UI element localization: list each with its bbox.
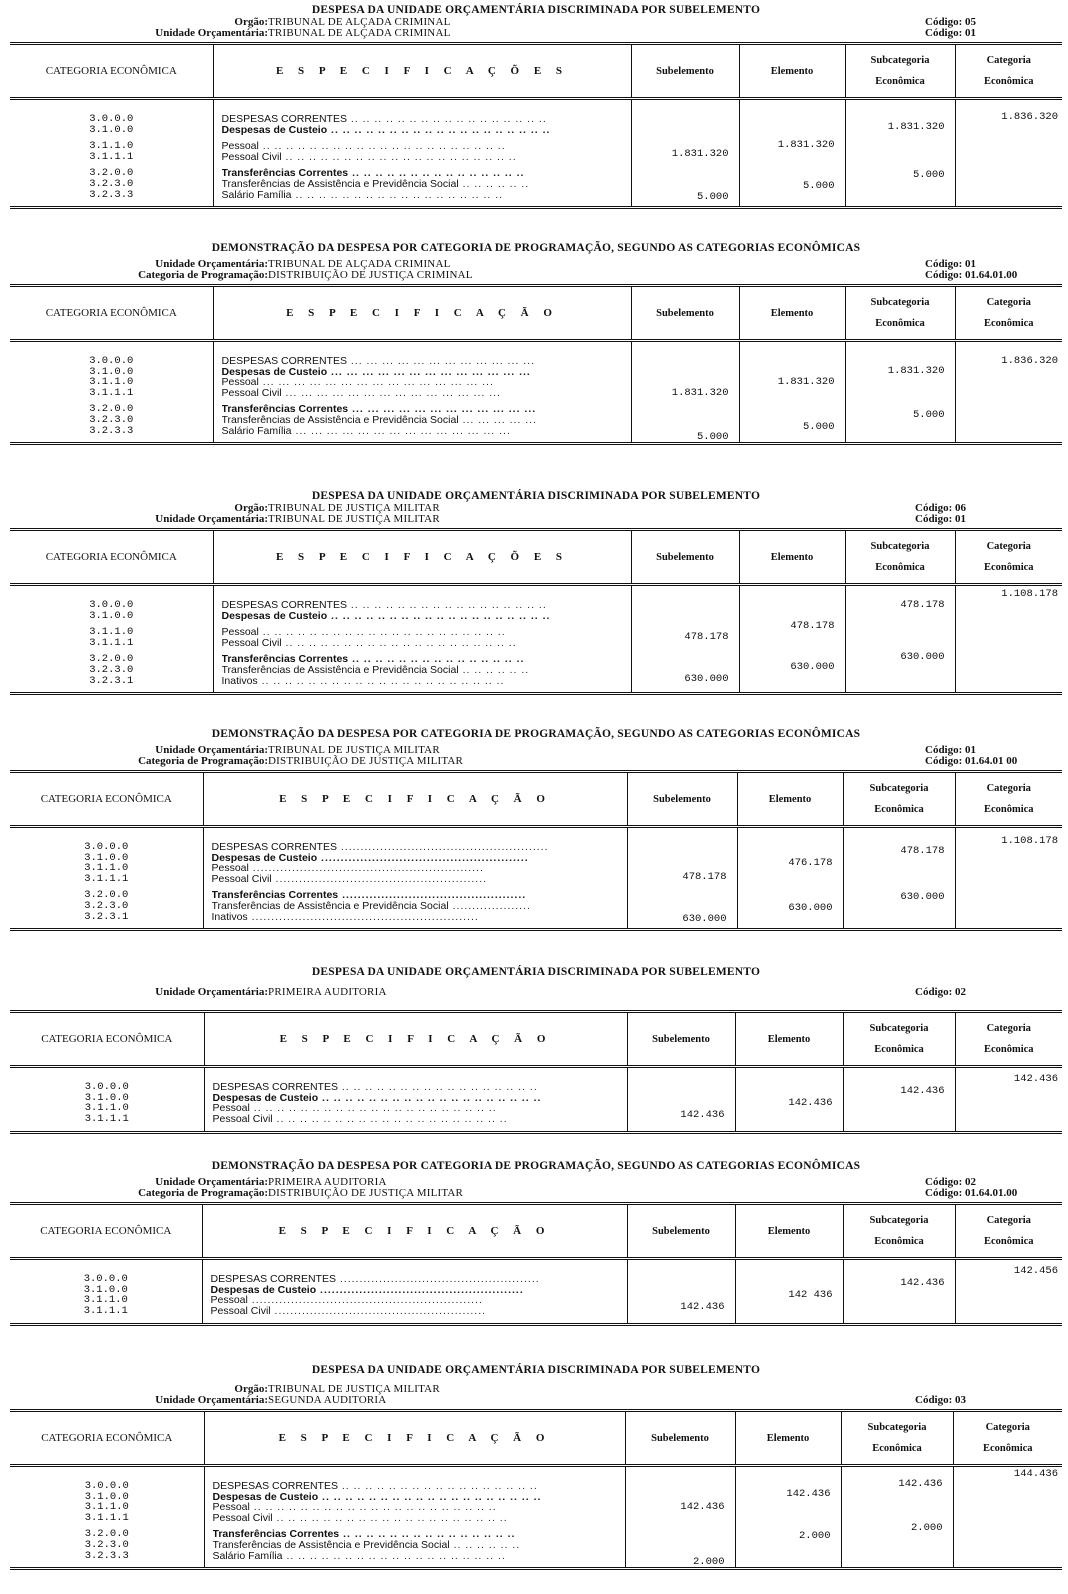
unidade-code: 01 (955, 513, 967, 525)
codes-cell: 3.0.0.0 3.1.0.0 3.1.1.0 3.1.1.1 3.2.0.0 3.2.3.0 3.2.3.3 (89, 114, 134, 201)
codigo-label: Código: (925, 16, 963, 28)
table-header-row (10, 530, 1062, 585)
unidade-code: 02 (955, 986, 967, 998)
unidade-value: TRIBUNAL DE JUSTIÇA MILITAR (268, 744, 440, 756)
col-subelemento: Subelemento (631, 286, 739, 341)
col-subcategoria: Subcategoria Econômica (843, 1012, 955, 1067)
table-header-row (10, 1411, 1062, 1466)
table-row (10, 1466, 1062, 1569)
subelemento-cell: 478.178 630.000 (627, 827, 737, 930)
table-row (10, 827, 1062, 930)
budget-table (10, 770, 1062, 931)
section-title: DEMONSTRAÇÃO DA DESPESA POR CATEGORIA DE PROGRAMAÇÃO, SEGUNDO AS CATEGORIAS ECONÔMICAS (211, 728, 861, 740)
elemento-cell: 476.178 630.000 (737, 827, 843, 930)
section-header (10, 1160, 1062, 1199)
section-title: DESPESA DA UNIDADE ORÇAMENTÁRIA DISCRIMINADA POR SUBELEMENTO (311, 1364, 761, 1376)
codigo-label: Código: (915, 1394, 953, 1406)
unidade-value: PRIMEIRA AUDITORIA (268, 986, 387, 998)
budget-section (10, 1364, 1062, 1570)
categoria-cell: 1.836.320 (955, 99, 1062, 208)
table-header-row (10, 44, 1062, 99)
codigo-label: Código: (925, 1176, 963, 1188)
col-subelemento: Subelemento (627, 1012, 735, 1067)
col-categoria: Categoria Econômica (955, 1204, 1062, 1259)
elemento-cell: 1.831.320 5.000 (739, 341, 845, 444)
codigo-label: Código: (925, 1187, 963, 1199)
col-elemento: Elemento (735, 1411, 841, 1466)
categoria-cell: 144.436 (953, 1466, 1062, 1569)
programacao-value: DISTRIBUIÇÃO DE JUSTIÇA CRIMINAL (268, 269, 473, 281)
orgao-code: 05 (965, 16, 977, 28)
unidade-code: 01 (965, 258, 977, 270)
elemento-cell: 1.831.320 5.000 (739, 99, 845, 208)
unidade-label: Unidade Orçamentária: (155, 1394, 268, 1406)
col-categoria-economica: CATEGORIA ECONÔMICA (10, 772, 203, 827)
section-title: DEMONSTRAÇÃO DA DESPESA POR CATEGORIA DE PROGRAMAÇÃO, SEGUNDO AS CATEGORIAS ECONÔMICAS (211, 1160, 861, 1172)
unidade-label: Unidade Orçamentária: (155, 27, 268, 39)
categoria-cell: 1.108.178 (955, 827, 1062, 930)
section-header (10, 1364, 1062, 1406)
subcategoria-cell: 142.436 (843, 1259, 955, 1325)
subelemento-cell: 142.436 (627, 1259, 735, 1325)
orgao-value: TRIBUNAL DE JUSTIÇA MILITAR (268, 1383, 440, 1395)
subcategoria-cell: 478.178 630.000 (845, 585, 955, 694)
col-categoria: Categoria Econômica (955, 772, 1062, 827)
categoria-cell: 142.436 (955, 1067, 1062, 1133)
col-categoria: Categoria Econômica (953, 1411, 1062, 1466)
orgao-code: 06 (955, 502, 967, 514)
unidade-value: TRIBUNAL DE JUSTIÇA MILITAR (268, 513, 440, 525)
unidade-label: Unidade Orçamentária: (155, 258, 268, 270)
codigo-label: Código: (915, 513, 953, 525)
col-especificacoes: E S P E C I F I C A Ç Õ E S (213, 530, 631, 585)
unidade-code: 01 (965, 744, 977, 756)
budget-table (10, 528, 1062, 695)
codes-cell: 3.0.0.0 3.1.0.0 3.1.1.0 3.1.1.1 3.2.0.0 3.2.3.0 3.2.3.1 (89, 600, 134, 687)
section-header (10, 490, 1062, 525)
subcategoria-cell: 142.436 2.000 (841, 1466, 953, 1569)
unidade-value: TRIBUNAL DE ALÇADA CRIMINAL (268, 27, 451, 39)
col-subelemento: Subelemento (631, 530, 739, 585)
col-categoria-economica: CATEGORIA ECONÔMICA (10, 44, 213, 99)
unidade-code: 02 (965, 1176, 977, 1188)
codes-cell: 3.0.0.0 3.1.0.0 3.1.1.0 3.1.1.1 3.2.0.0 3.2.3.0 3.2.3.1 (84, 842, 129, 923)
elemento-cell: 142.436 (735, 1067, 843, 1133)
table-row (10, 341, 1062, 444)
unidade-code: 03 (955, 1394, 967, 1406)
programacao-value: DISTRIBUIÇÃO DE JUSTIÇA MILITAR (268, 755, 464, 767)
programacao-code: 01.64.01.00 (965, 269, 1018, 281)
codigo-label: Código: (925, 258, 963, 270)
specs-cell: DESPESAS CORRENTES ..................................................... Despesas de Custeio ..................................................... Pessoal ........................................................... Pessoal Civil ...................................................... Transferências Correntes ............................................... Transferências de Assistência e Previdência Social .................... Inativos .......................................................... (203, 827, 627, 930)
table-header-row (10, 772, 1062, 827)
codes-cell: 3.0.0.0 3.1.0.0 3.1.1.0 3.1.1.1 3.2.0.0 3.2.3.0 3.2.3.3 (84, 1481, 129, 1562)
codes-cell: 3.0.0.0 3.1.0.0 3.1.1.0 3.1.1.1 (84, 1082, 129, 1125)
categoria-cell: 1.836.320 (955, 341, 1062, 444)
elemento-cell: 478.178 630.000 (739, 585, 845, 694)
budget-section (10, 490, 1062, 695)
section-header (10, 242, 1062, 281)
table-header-row (10, 286, 1062, 341)
col-categoria-economica: CATEGORIA ECONÔMICA (10, 1411, 204, 1466)
unidade-label: Unidade Orçamentária: (155, 1176, 268, 1188)
budget-section (10, 242, 1062, 445)
col-subcategoria: Subcategoria Econômica (843, 1204, 955, 1259)
section-title: DESPESA DA UNIDADE ORÇAMENTÁRIA DISCRIMINADA POR SUBELEMENTO (311, 966, 761, 978)
programacao-label: Categoria de Programação: (138, 1187, 268, 1199)
col-subcategoria: Subcategoria Econômica (843, 772, 955, 827)
col-elemento: Elemento (739, 530, 845, 585)
col-subcategoria: Subcategoria Econômica (845, 44, 955, 99)
budget-table (10, 284, 1062, 445)
specs-cell: DESPESAS CORRENTES ... ... ... ... ... ... ... ... ... ... ... ... Despesas de Custeio ... ... ... ... ... ... ... ... ... ... ... ... ... Pessoal ... ... ... ... ... ... ... ... ... ... ... ... ... ... ... Pessoal Civil ... ... ... ... ... ... ... ... ... ... ... ... ... ... Transferências Correntes ... ... ... ... ... ... ... ... ... ... ... ... Transferências de Assistência e Previdência Social ... ... ... ... ... Salário Família ... ... ... ... ... ... ... ... ... ... ... ... ... ... (213, 341, 631, 444)
orgao-label: Orgão: (234, 16, 268, 28)
elemento-cell: 142.436 2.000 (735, 1466, 841, 1569)
unidade-value: PRIMEIRA AUDITORIA (268, 1176, 387, 1188)
specs-cell: DESPESAS CORRENTES .. .. .. .. .. .. .. .. .. .. .. .. .. .. .. .. .. Despesas de Custeio .. .. .. .. .. .. .. .. .. .. .. .. .. .. .. .. .. .. .. Pessoal .. .. .. .. .. .. .. .. .. .. .. .. .. .. .. .. .. .. .. .. .. Pessoal Civil .. .. .. .. .. .. .. .. .. .. .. .. .. .. .. .. .. .. .. .. (204, 1067, 627, 1133)
budget-section (10, 966, 1062, 1134)
col-elemento: Elemento (735, 1204, 843, 1259)
col-categoria: Categoria Econômica (955, 44, 1062, 99)
subelemento-cell: 142.436 (627, 1067, 735, 1133)
unidade-value: TRIBUNAL DE ALÇADA CRIMINAL (268, 258, 451, 270)
unidade-label: Unidade Orçamentária: (155, 744, 268, 756)
unidade-label: Unidade Orçamentária: (155, 986, 268, 998)
programacao-code: 01.64.01 00 (965, 755, 1018, 767)
specs-cell: DESPESAS CORRENTES .. .. .. .. .. .. .. .. .. .. .. .. .. .. .. .. .. Despesas de Custeio .. .. .. .. .. .. .. .. .. .. .. .. .. .. .. .. .. .. .. Pessoal .. .. .. .. .. .. .. .. .. .. .. .. .. .. .. .. .. .. .. .. .. Pessoal Civil .. .. .. .. .. .. .. .. .. .. .. .. .. .. .. .. .. .. .. .. Transferências Correntes .. .. .. .. .. .. .. .. .. .. .. .. .. .. .. Transferências de Assistência e Previdência Social .. .. .. .. .. .. Salário Família .. .. .. .. .. .. .. .. .. .. .. .. .. .. .. .. .. .. (213, 99, 631, 208)
col-categoria-economica: CATEGORIA ECONÔMICA (10, 530, 213, 585)
col-especificacao: E S P E C I F I C A Ç Ã O (203, 772, 627, 827)
col-subelemento: Subelemento (625, 1411, 735, 1466)
categoria-cell: 1.108.178 (955, 585, 1062, 694)
specs-cell: DESPESAS CORRENTES ................................................... Despesas de Custeio .................................................... Pessoal ........................................................... Pessoal Civil ...................................................... (202, 1259, 627, 1325)
codigo-label: Código: (915, 502, 953, 514)
codigo-label: Código: (915, 986, 953, 998)
col-categoria-economica: CATEGORIA ECONÔMICA (10, 1012, 204, 1067)
budget-table (10, 1409, 1062, 1570)
programacao-value: DISTRIBUIÇÃO DE JUSTIÇA MILITAR (268, 1187, 464, 1199)
col-subelemento: Subelemento (627, 772, 737, 827)
col-especificacao: E S P E C I F I C A Ç Ã O (204, 1411, 625, 1466)
section-title: DESPESA DA UNIDADE ORÇAMENTÁRIA DISCRIMINADA POR SUBELEMENTO (311, 490, 761, 502)
codigo-label: Código: (925, 27, 963, 39)
col-categoria: Categoria Econômica (955, 286, 1062, 341)
col-elemento: Elemento (735, 1012, 843, 1067)
codigo-label: Código: (925, 269, 963, 281)
orgao-value: TRIBUNAL DE JUSTIÇA MILITAR (268, 502, 440, 514)
col-subcategoria: Subcategoria Econômica (845, 286, 955, 341)
col-categoria-economica: CATEGORIA ECONÔMICA (10, 1204, 202, 1259)
budget-section (10, 1160, 1062, 1326)
section-header (10, 728, 1062, 767)
col-categoria: Categoria Econômica (955, 1012, 1062, 1067)
col-elemento: Elemento (739, 44, 845, 99)
section-title: DESPESA DA UNIDADE ORÇAMENTÁRIA DISCRIMINADA POR SUBELEMENTO (311, 4, 761, 16)
subcategoria-cell: 1.831.320 5.000 (845, 99, 955, 208)
table-row (10, 1067, 1062, 1133)
col-especificacao: E S P E C I F I C A Ç Ã O (202, 1204, 627, 1259)
section-header (10, 966, 1062, 998)
table-row (10, 99, 1062, 208)
subcategoria-cell: 1.831.320 5.000 (845, 341, 955, 444)
col-subelemento: Subelemento (631, 44, 739, 99)
unidade-label: Unidade Orçamentária: (155, 513, 268, 525)
table-header-row (10, 1204, 1062, 1259)
programacao-code: 01.64.01.00 (965, 1187, 1018, 1199)
table-header-row (10, 1012, 1062, 1067)
programacao-label: Categoria de Programação: (138, 755, 268, 767)
budget-table (10, 1202, 1062, 1326)
col-subcategoria: Subcategoria Econômica (845, 530, 955, 585)
codes-cell: 3.0.0.0 3.1.0.0 3.1.1.0 3.1.1.1 (83, 1274, 128, 1317)
subcategoria-cell: 478.178 630.000 (843, 827, 955, 930)
col-subcategoria: Subcategoria Econômica (841, 1411, 953, 1466)
codes-cell: 3.0.0.0 3.1.0.0 3.1.1.0 3.1.1.1 3.2.0.0 3.2.3.0 3.2.3.3 (89, 356, 134, 437)
col-subelemento: Subelemento (627, 1204, 735, 1259)
col-categoria-economica: CATEGORIA ECONÔMICA (10, 286, 213, 341)
col-especificacao: E S P E C I F I C A Ç Ã O (213, 286, 631, 341)
unidade-code: 01 (965, 27, 977, 39)
specs-cell: DESPESAS CORRENTES .. .. .. .. .. .. .. .. .. .. .. .. .. .. .. .. .. Despesas de Custeio .. .. .. .. .. .. .. .. .. .. .. .. .. .. .. .. .. .. .. Pessoal .. .. .. .. .. .. .. .. .. .. .. .. .. .. .. .. .. .. .. .. .. Pessoal Civil .. .. .. .. .. .. .. .. .. .. .. .. .. .. .. .. .. .. .. .. Transferências Correntes .. .. .. .. .. .. .. .. .. .. .. .. .. .. .. Transferências de Assistência e Previdência Social .. .. .. .. .. .. Inativos .. .. .. .. .. .. .. .. .. .. .. .. .. .. .. .. .. .. .. .. .. (213, 585, 631, 694)
codigo-label: Código: (925, 744, 963, 756)
subelemento-cell: 142.436 2.000 (625, 1466, 735, 1569)
elemento-cell: 142 436 (735, 1259, 843, 1325)
orgao-label: Orgão: (234, 502, 268, 514)
subelemento-cell: 1.831.320 5.000 (631, 99, 739, 208)
col-especificacao: E S P E C I F I C A Ç Ã O (204, 1012, 627, 1067)
unidade-value: SEGUNDA AUDITORIA (268, 1394, 387, 1406)
orgao-value: TRIBUNAL DE ALÇADA CRIMINAL (268, 16, 451, 28)
budget-table (10, 1010, 1062, 1134)
table-row (10, 1259, 1062, 1325)
budget-table (10, 42, 1062, 209)
programacao-label: Categoria de Programação: (138, 269, 268, 281)
section-header (10, 4, 1062, 39)
col-elemento: Elemento (739, 286, 845, 341)
subelemento-cell: 478.178 630.000 (631, 585, 739, 694)
subcategoria-cell: 142.436 (843, 1067, 955, 1133)
col-especificacoes: E S P E C I F I C A Ç Õ E S (213, 44, 631, 99)
budget-section (10, 4, 1062, 209)
col-categoria: Categoria Econômica (955, 530, 1062, 585)
section-title: DEMONSTRAÇÃO DA DESPESA POR CATEGORIA DE PROGRAMAÇÃO, SEGUNDO AS CATEGORIAS ECONÔMICAS (211, 242, 861, 254)
col-elemento: Elemento (737, 772, 843, 827)
categoria-cell: 142.456 (955, 1259, 1062, 1325)
orgao-label: Orgão: (234, 1383, 268, 1395)
subelemento-cell: 1.831.320 5.000 (631, 341, 739, 444)
codigo-label: Código: (925, 755, 963, 767)
specs-cell: DESPESAS CORRENTES .. .. .. .. .. .. .. .. .. .. .. .. .. .. .. .. .. Despesas de Custeio .. .. .. .. .. .. .. .. .. .. .. .. .. .. .. .. .. .. .. Pessoal .. .. .. .. .. .. .. .. .. .. .. .. .. .. .. .. .. .. .. .. .. Pessoal Civil .. .. .. .. .. .. .. .. .. .. .. .. .. .. .. .. .. .. .. .. Transferências Correntes .. .. .. .. .. .. .. .. .. .. .. .. .. .. .. Transferências de Assistência e Previdência Social .. .. .. .. .. .. Salário Família .. .. .. .. .. .. .. .. .. .. .. .. .. .. .. .. .. .. .. (204, 1466, 625, 1569)
budget-section (10, 728, 1062, 931)
table-row (10, 585, 1062, 694)
